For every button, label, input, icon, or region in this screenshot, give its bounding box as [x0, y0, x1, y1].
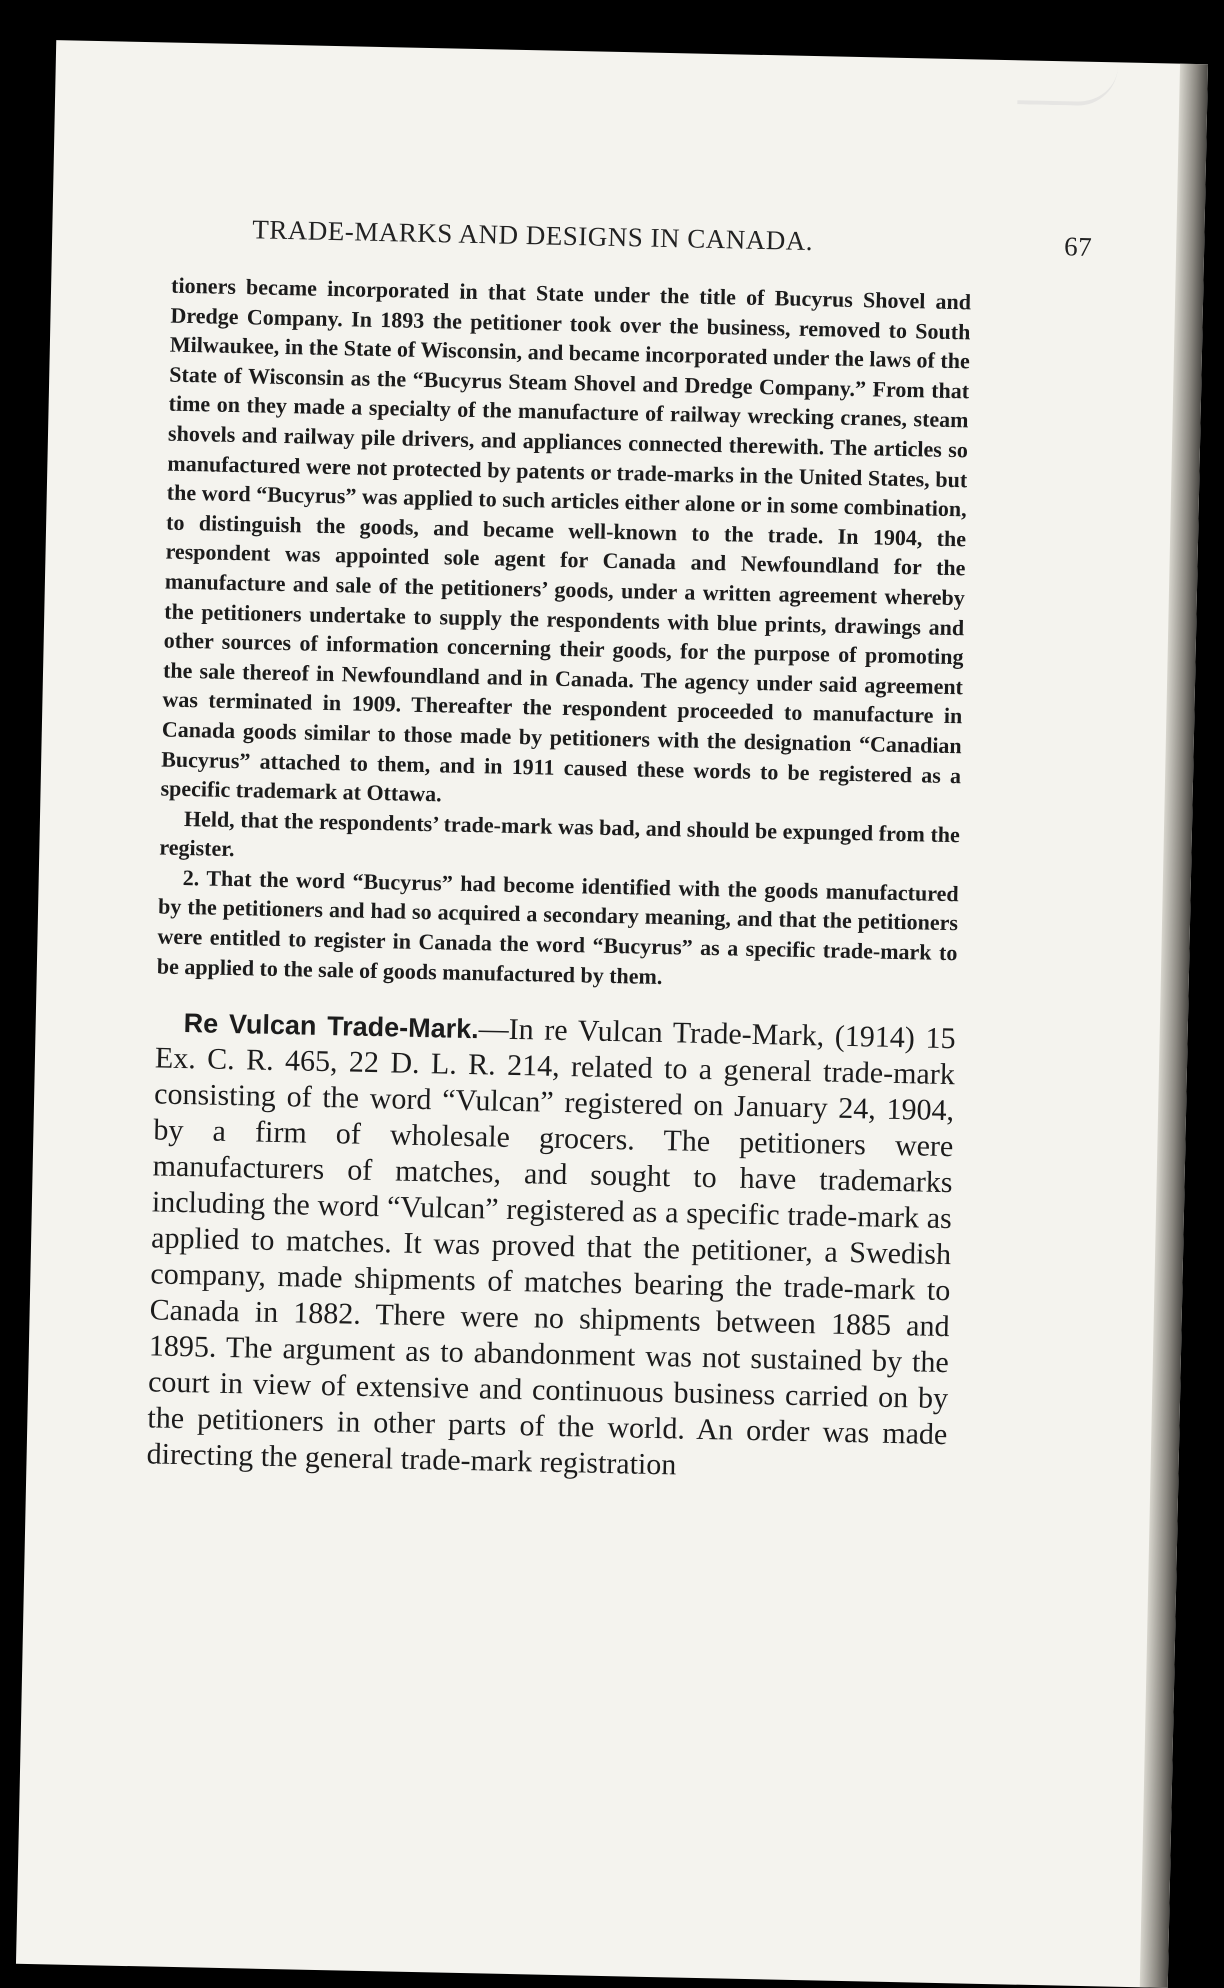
headnote-block: [157, 271, 972, 998]
paragraph-continuation: tioners became incorporated in that State under the title of Bucyrus Shovel and Dredge Company. In 1893 the petitioner took over the business, removed to South Milwaukee, in the State of Wisconsin, and became incorporated under the laws of the State of Wisconsin as the “Bucyrus Steam Shovel and Dredge Company.” From that time on they made a specialty of the manufacture of railway wrecking cranes, steam shovels and railway pile drivers, and appliances connected therewith. The articles so manufactured were not protected by patents or trade-marks in the United States, but the word “Bucyrus” was applied to such articles either alone or in some combination, to distinguish the goods, and became well-known to the trade. In 1904, the respondent was appointed sole agent for Canada and Newfoundland for the manufacture and sale of the petitioners’ goods, under a written agreement whereby the petitioners undertake to supply the respondents with blue prints, drawings and other sources of information concerning their goods, for the purpose of promoting the sale thereof in Newfoundland and in Canada. The agency under said agreement was terminated in 1909. Thereafter the respondent proceeded to manufacture in Canada goods similar to those made by petitioners with the designation “Canadian Bucyrus” attached to them, and in 1911 caused these words to be registered as a specific trademark at Ottawa.: [160, 272, 972, 807]
page-edge-shadow: [1140, 64, 1208, 1988]
paragraph-vulcan-text: —In re Vulcan Trade-Mark, (1914) 15 Ex. C. R. 465, 22 D. L. R. 214, related to a general trade-mark consisting of the word “Vulcan” registered on January 24, 1904, by a firm of wholesale grocers. The petitioners were manufacturers of matches, and sought to have trademarks including the word “Vulcan” registered as a specific trade-mark as applied to matches. It was proved that the petitioner, a Swedish company, made shipments of matches bearing the trade-mark to Canada in 1882. There were no shipments between 1885 and 1895. The argument as to abandonment was not sustained by the court in view of extensive and continuous business carried on by the petitioners in other parts of the world. An order was made directing the general trade-mark registration: [146, 1012, 956, 1482]
paragraph-point-2: 2. That the word “Bucyrus” had become identified with the goods manufactured by the petitioners and had so acquired a secondary meaning, and that the petitioners were entitled to register in Canada the word “Bucyrus” as a specific trade-mark to be applied to the sale of goods manufactured by them.: [156, 864, 959, 989]
body-block: [146, 1005, 956, 1490]
paragraph-held: Held, that the respondents’ trade-mark was bad, and should be expunged from the register.: [159, 805, 961, 862]
running-title: TRADE-MARKS AND DESIGNS IN CANADA.: [252, 214, 814, 257]
scan-mark: [1017, 60, 1118, 106]
page-content: [146, 271, 971, 1490]
page-header: [252, 214, 1093, 271]
page-number: 67: [1063, 231, 1093, 262]
paragraph-vulcan: [146, 1005, 956, 1490]
case-heading: Re Vulcan Trade-Mark.: [183, 1008, 479, 1045]
book-page: [16, 40, 1208, 1988]
